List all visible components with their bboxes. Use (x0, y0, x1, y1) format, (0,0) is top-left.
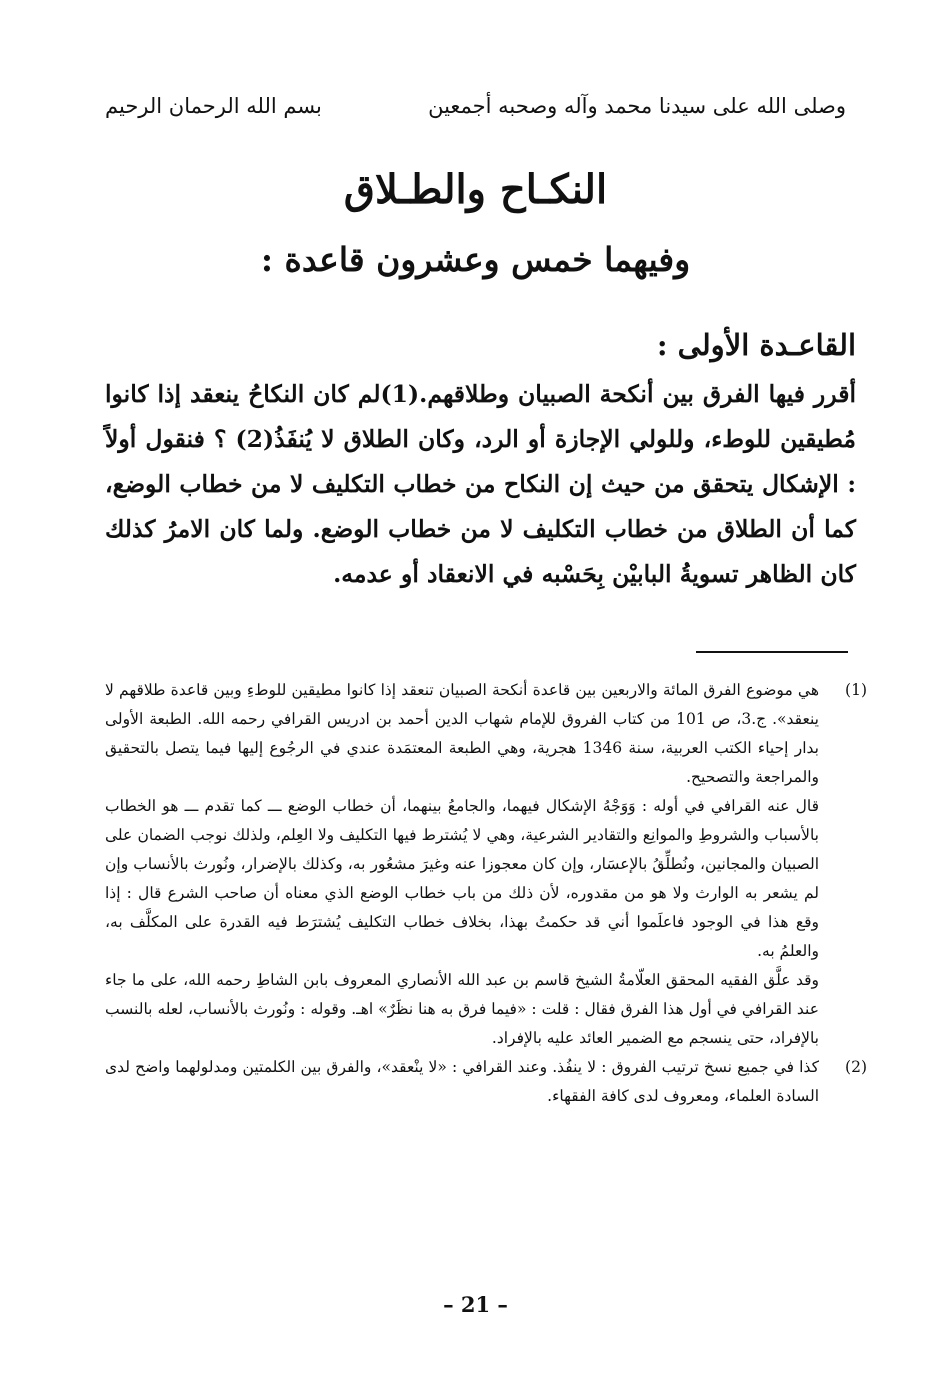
header-basmala: بسم الله الرحمان الرحيم (105, 94, 322, 118)
footnote-paragraph: هي موضوع الفرق المائة والاربعين بين قاعدة أنكحة الصبيان تنعقد إذا كانوا مطيقين للوطءِ وبين قاعدة طلاقهم لا ينعقد». ج.3، ص 101 من كتاب الفروق للإمام شهاب الدين أحمد بن ادريس القرافي رحمه الله. الطبعة الأولى بدار إحياء الكتب العربية، سنة 1346 هجرية، وهي الطبعة المعتمَدة عندي في الرجُوع إليها فيما يتصل بالتحقيق والمراجعة والتصحيح. (105, 681, 819, 786)
body-paragraph: أقرر فيها الفرق بين أنكحة الصبيان وطلاقهم.(1)لم كان النكاحُ ينعقد إذا كانوا مُطيقين للوطء، وللولي الإجازة أو الرد، وكان الطلاق لا يُنفَذُ(2) ؟ فنقول أولاً : الإشكال يتحقق من حيث إن النكاح من خطاب التكليف لا من خطاب الوضع، كما أن الطلاق من خطاب التكليف لا من خطاب الوضع. ولما كان الامرُ كذلك كان الظاهر تسويةُ البابيْن بِحَسْبه في الانعقاد أو عدمه. (105, 380, 856, 588)
page-header (105, 88, 846, 124)
header-salutation: وصلى الله على سيدنا محمد وآله وصحبه أجمعين (428, 94, 846, 118)
footnote-paragraph: وقد علَّق الفقيه المحقق العلّامةُ الشيخ قاسم بن عبد الله الأنصاري المعروف بابن الشاطِ رحمه الله، على ما جاء عند القرافي في أول هذا الفرق فقال : قلت : «فيما فرق به هنا نظَرٌ» اهـ. وقوله : ونُورث بالأنساب، لعله بالنسب بالإفراد، حتى ينسجم مع الضمير العائد عليه بالإفراد. (105, 971, 819, 1047)
footnote-2 (105, 1053, 867, 1111)
footnote-1 (105, 676, 867, 1053)
page-number: – 21 – (443, 1292, 508, 1317)
footnote-number: (1) (845, 681, 867, 699)
footnote-separator (696, 651, 848, 653)
rule-heading: القاعـدة الأولى : (656, 328, 856, 362)
chapter-subtitle: وفيهما خمس وعشرون قاعدة : (260, 240, 691, 279)
chapter-title: النكـاح والطـلاق (343, 166, 608, 213)
footnotes (105, 676, 867, 1111)
footnote-paragraph: قال عنه القرافي في أوله : وَوَجْهُ الإشكال فيهما، والجامعُ بينهما، أن خطاب الوضع ـــ كما تقدم ـــ هو الخطاب بالأسباب والشروطِ والموانِع والتقادير الشرعية، وهي لا يُشترط فيها التكليف ولا العِلم، ولذلك نوجب الضمان على الصبيان والمجانين، ونُطلِّقُ بالإعسَار، وإن كان معجوزا عنه وغيرَ مشعُور به، وكذلك بالإضرار، ونُورث بالأنساب وإن لم يشعر به الوارث ولا هو من مقدوره، لأن ذلك من باب خطاب الوضع الذي معناه أن صاحب الشرع قال : إذا وقع هذا في الوجود فاعلَموا أني قد حكمتُ بهذا، بخلاف خطاب التكليف يُشترَط فيه القدرة على المكلَّف به، والعلمُ به. (105, 797, 819, 960)
footnote-paragraph: كذا في جميع نسخ ترتيب الفروق : لا ينفُذ. وعند القرافي : «لا ينْعقد»، والفرق بين الكلمتين ومدلولهما واضح لدى السادة العلماء، ومعروف لدى كافة الفقهاء. (105, 1058, 819, 1105)
footnote-number: (2) (845, 1058, 867, 1076)
footnote-body (105, 676, 819, 1053)
footnote-body (105, 1053, 819, 1111)
